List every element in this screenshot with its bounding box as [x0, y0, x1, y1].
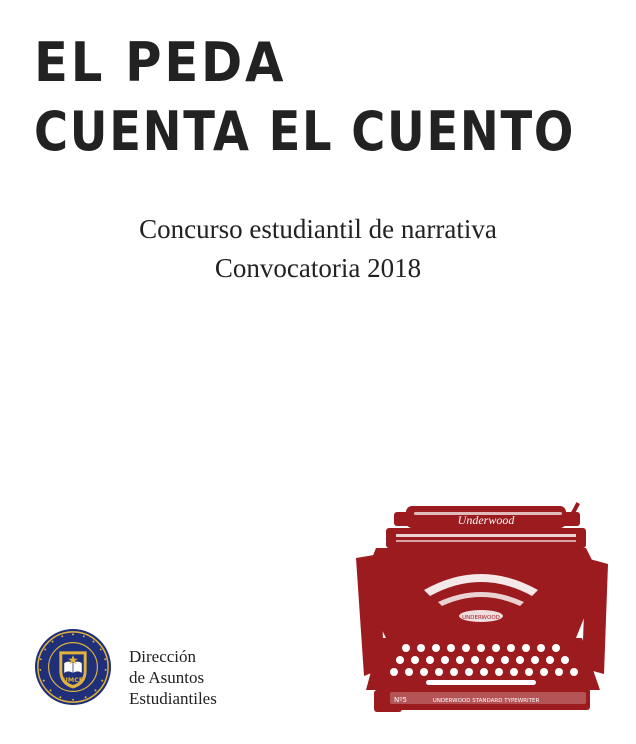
- typewriter-plate-number: Nº5: [394, 696, 407, 704]
- department-line-2: de Asuntos: [129, 668, 205, 687]
- department-name: [129, 646, 217, 709]
- typewriter-brand: Underwood: [457, 513, 515, 527]
- typewriter-badge: UNDERWOOD: [462, 615, 500, 621]
- subtitle-call-year: Convocatoria 2018: [214, 253, 422, 283]
- typewriter-illustration: [346, 498, 616, 716]
- typewriter-plate-text: UNDERWOOD STANDARD TYPEWRITER: [432, 698, 540, 704]
- title-line-1: EL PEDA: [34, 31, 287, 94]
- subtitle-contest: Concurso estudiantil de narrativa: [139, 214, 497, 244]
- seal-center-text: UMCE: [62, 677, 84, 685]
- department-line-1: Dirección: [129, 647, 197, 666]
- department-line-3: Estudiantiles: [129, 689, 217, 708]
- university-seal-icon: [34, 628, 112, 706]
- title-line-2: CUENTA EL CUENTO: [34, 100, 576, 163]
